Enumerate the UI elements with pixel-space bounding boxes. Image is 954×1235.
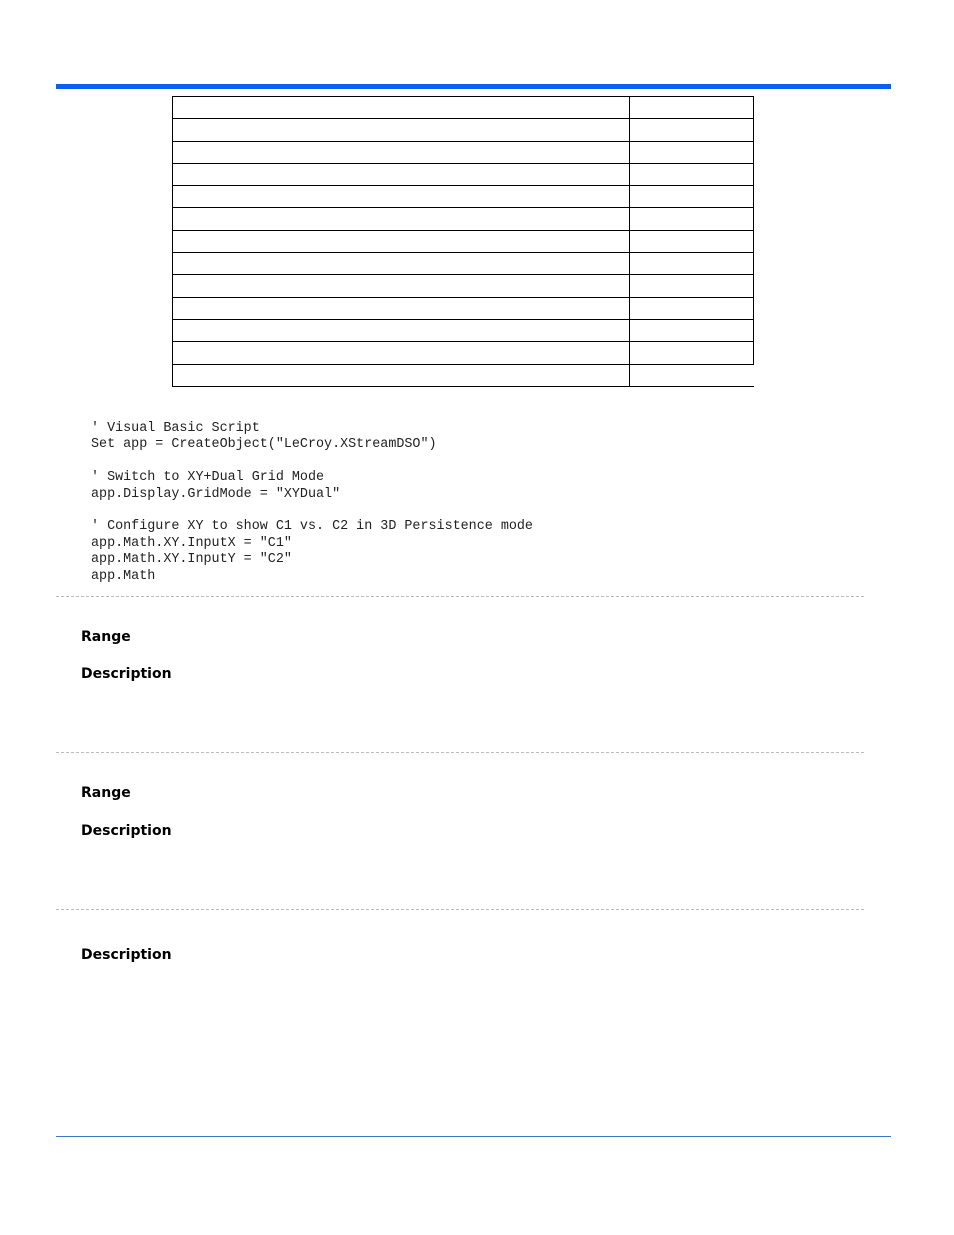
table-cell — [630, 97, 754, 119]
table-cell — [630, 253, 754, 275]
code-line: app.Math.XY.InputY = "C2" — [91, 552, 292, 568]
table-cell — [630, 297, 754, 319]
section-divider — [56, 596, 864, 597]
code-line: ' Configure XY to show C1 vs. C2 in 3D Persistence mode — [91, 519, 533, 535]
table-cell — [173, 275, 630, 297]
table-cell — [173, 253, 630, 275]
code-line: ' Visual Basic Script — [91, 421, 260, 436]
table-cell — [630, 230, 754, 252]
section-divider — [56, 909, 864, 910]
table-cell — [630, 342, 754, 364]
table-row — [173, 163, 754, 185]
table-cell — [630, 208, 754, 230]
code-line: ' Switch to XY+Dual Grid Mode — [91, 470, 325, 486]
table-row — [173, 119, 754, 141]
table-cell — [173, 342, 630, 364]
range-heading: Range — [81, 629, 131, 645]
table-cell — [173, 119, 630, 141]
table-row — [173, 275, 754, 297]
table-row — [173, 208, 754, 230]
code-line: app.Display.GridMode = "XYDual" — [91, 486, 341, 502]
description-heading: Description — [81, 947, 172, 963]
table-cell — [173, 297, 630, 319]
table-row — [173, 253, 754, 275]
table-cell — [630, 275, 754, 297]
property-table — [172, 96, 754, 387]
table-cell — [173, 186, 630, 208]
table-row — [173, 141, 754, 163]
table-row — [173, 319, 754, 341]
table-row — [173, 97, 754, 119]
table-row — [173, 342, 754, 364]
table-cell — [630, 141, 754, 163]
table-cell — [630, 364, 754, 386]
table-cell — [173, 230, 630, 252]
table-cell — [630, 319, 754, 341]
table-row — [173, 364, 754, 386]
table-cell — [173, 163, 630, 185]
code-line: app.Math.XY.InputX = "C1" — [91, 535, 292, 551]
table-cell — [173, 141, 630, 163]
table-cell — [173, 208, 630, 230]
table-cell — [630, 119, 754, 141]
table-cell — [173, 364, 630, 386]
description-heading: Description — [81, 823, 172, 839]
code-line: app.Math — [91, 568, 156, 584]
header-accent-bar — [56, 84, 891, 89]
table-cell — [173, 97, 630, 119]
footer-rule — [56, 1136, 891, 1137]
table-cell — [630, 163, 754, 185]
section-divider — [56, 752, 864, 753]
table-cell — [173, 319, 630, 341]
range-heading: Range — [81, 785, 131, 801]
table-cell — [630, 186, 754, 208]
description-heading: Description — [81, 666, 172, 682]
code-line: Set app = CreateObject("LeCroy.XStreamDSO") — [91, 437, 437, 453]
table-row — [173, 186, 754, 208]
table-row — [173, 230, 754, 252]
code-example — [91, 421, 533, 585]
table-row — [173, 297, 754, 319]
